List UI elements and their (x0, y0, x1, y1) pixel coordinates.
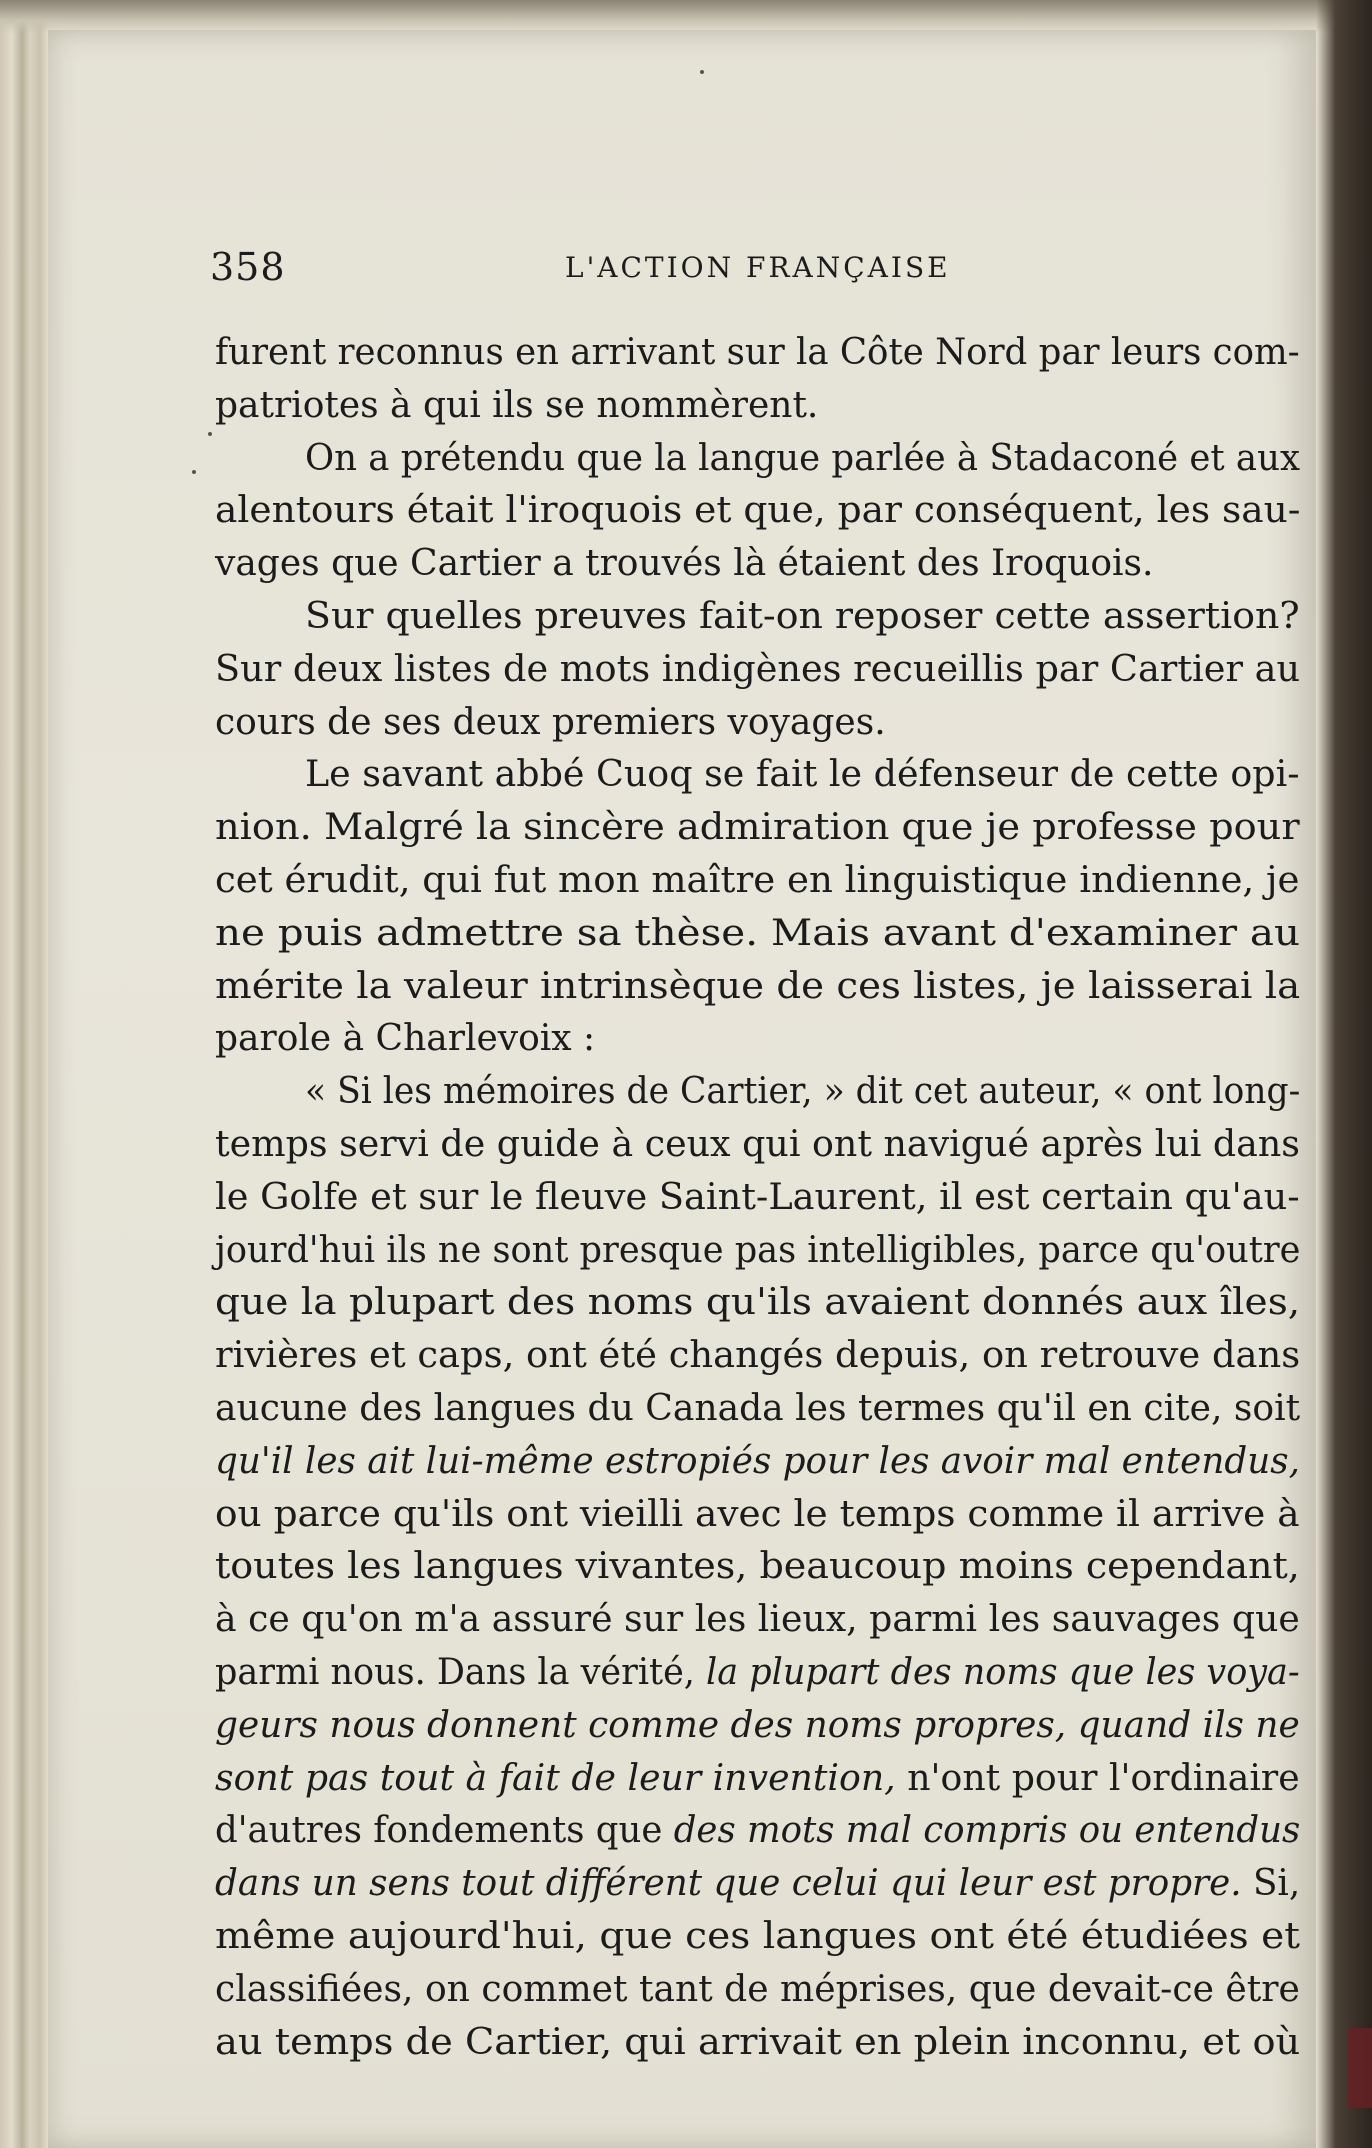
text-line (215, 384, 819, 426)
text-segment: classifiées, on commet tant de méprises, que devait-ce être (215, 1968, 1300, 2010)
text-line (215, 1810, 1301, 1852)
text-line (305, 437, 1300, 479)
text-line (215, 1440, 1300, 1482)
text-segment: On a prétendu que la langue parlée à Stadaconé et aux (305, 437, 1300, 479)
text-line (215, 1546, 1300, 1588)
text-segment: d'autres fondements que (215, 1810, 674, 1852)
text-segment: mérite la valeur intrinsèque de ces listes, je laisserai la (215, 965, 1301, 1007)
paper-speck (208, 432, 212, 436)
text-line (215, 807, 1300, 849)
italic-text: des mots mal compris ou entendus (673, 1810, 1301, 1852)
text-line (305, 596, 1300, 637)
text-line (215, 1916, 1301, 1957)
text-line (215, 1018, 596, 1060)
text-line (215, 1282, 1301, 1324)
text-line (215, 701, 886, 743)
text-segment: aucune des langues du Canada les termes qu'il en cite, soit (215, 1388, 1301, 1429)
paper-speck (192, 470, 196, 474)
text-line (215, 860, 1300, 901)
text-line (215, 1704, 1300, 1746)
italic-text: sont pas tout à fait de leur invention, (215, 1757, 896, 1799)
text-segment: « Si les mémoires de Cartier, » dit cet auteur, « ont long- (305, 1071, 1301, 1113)
text-line (215, 332, 1300, 373)
text-line (305, 754, 1300, 796)
text-line (215, 1176, 1300, 1218)
text-segment: n'ont pour l'ordinaire (895, 1757, 1300, 1799)
text-line (215, 1968, 1300, 2010)
text-line (215, 1124, 1300, 1165)
text-line (215, 912, 1300, 954)
text-segment: parmi nous. Dans la vérité, (215, 1652, 707, 1693)
text-segment: jourd'hui ils ne sont presque pas intelligibles, parce qu'outre (215, 1229, 1301, 1271)
text-line (215, 1335, 1301, 1377)
text-line (215, 1863, 1301, 1905)
text-segment: Le savant abbé Cuoq se fait le défenseur de cette opi- (305, 754, 1300, 796)
italic-text: qu'il les ait lui-même estropiés pour les avoir mal entendus, (215, 1440, 1300, 1482)
text-line (215, 1388, 1301, 1429)
text-segment: parole à Charlevoix : (215, 1018, 596, 1060)
text-line (215, 965, 1301, 1007)
text-segment: rivières et caps, ont été changés depuis, on retrouve dans (215, 1335, 1301, 1377)
text-segment: temps servi de guide à ceux qui ont navigué après lui dans (215, 1124, 1300, 1165)
running-title: L'ACTION FRANÇAISE (565, 251, 951, 284)
text-segment: vages que Cartier a trouvés là étaient des Iroquois. (215, 543, 1154, 585)
text-line (215, 1757, 1300, 1799)
text-segment: le Golfe et sur le fleuve Saint-Laurent, il est certain qu'au- (215, 1176, 1300, 1218)
italic-text: geurs nous donnent comme des noms propres, quand ils ne (215, 1704, 1300, 1746)
text-segment: même aujourd'hui, que ces langues ont été étudiées et (215, 1916, 1301, 1957)
text-segment: Si, (1241, 1863, 1301, 1905)
text-line (215, 1229, 1301, 1271)
text-segment: toutes les langues vivantes, beaucoup moins cependant, (215, 1546, 1300, 1588)
italic-text: dans un sens tout différent que celui qui leur est propre. (215, 1863, 1242, 1905)
text-segment: patriotes à qui ils se nommèrent. (215, 384, 819, 426)
book-binding-edge (1316, 0, 1372, 2148)
text-segment: que la plupart des noms qu'ils avaient donnés aux îles, (215, 1282, 1301, 1324)
paper-speck (700, 70, 704, 74)
ribbon-marker (1348, 2028, 1372, 2108)
text-line (305, 1071, 1301, 1113)
text-segment: cet érudit, qui fut mon maître en linguistique indienne, je (215, 860, 1300, 901)
text-line (215, 1493, 1300, 1535)
text-segment: Sur deux listes de mots indigènes recueillis par Cartier au (215, 648, 1301, 690)
text-segment: au temps de Cartier, qui arrivait en plein inconnu, et où (215, 2021, 1301, 2063)
text-segment: ne puis admettre sa thèse. Mais avant d'examiner au (215, 912, 1300, 954)
page-number: 358 (210, 245, 286, 289)
text-segment: cours de ses deux premiers voyages. (215, 701, 886, 743)
text-segment: ou parce qu'ils ont vieilli avec le temps comme il arrive à (215, 1493, 1300, 1535)
text-segment: Sur quelles preuves fait-on reposer cette assertion? (305, 596, 1300, 637)
text-line (215, 648, 1301, 690)
text-segment: furent reconnus en arrivant sur la Côte Nord par leurs com- (215, 332, 1300, 373)
text-line (215, 1652, 1300, 1693)
page-header (210, 245, 1210, 295)
text-segment: à ce qu'on m'a assuré sur les lieux, parmi les sauvages que (215, 1599, 1300, 1641)
italic-text: la plupart des noms que les voya- (706, 1652, 1300, 1693)
text-segment: nion. Malgré la sincère admiration que je professe pour (215, 807, 1300, 849)
text-segment: alentours était l'iroquois et que, par conséquent, les sau- (215, 490, 1301, 532)
text-line (215, 1599, 1300, 1641)
top-page-shadow (0, 0, 1372, 34)
text-line (215, 2021, 1301, 2063)
text-line (215, 490, 1301, 532)
text-line (215, 543, 1154, 585)
